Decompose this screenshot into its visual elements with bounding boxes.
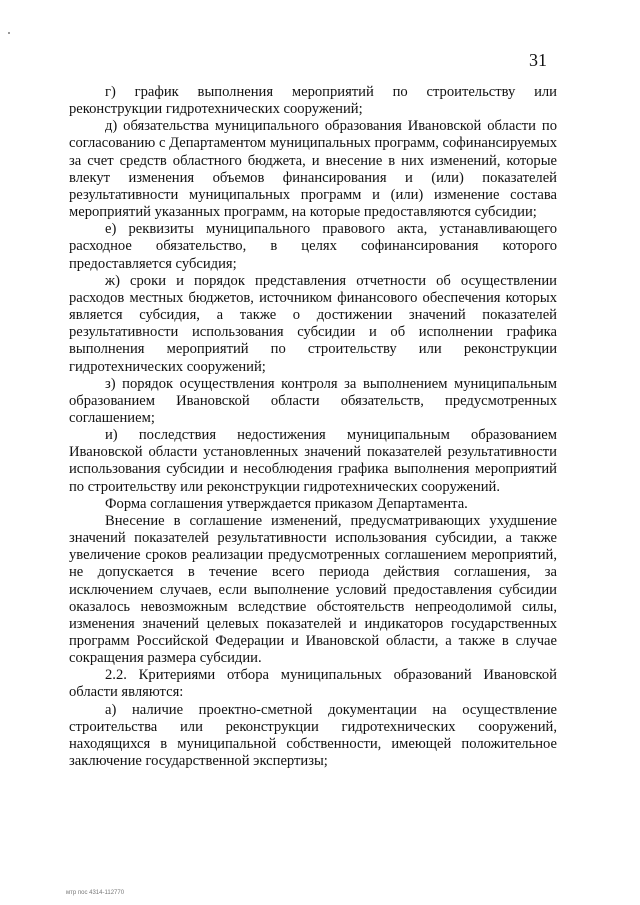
paragraph-zh: ж) сроки и порядок представления отчетности об осуществлении расходов местных бюджетов, источником финансового обеспечения которых является субсидия, а также о достижении значений показателей результативности использования субсидии и об исполнении графика выполнения мероприятий по строительству или реконструкции гидротехнических сооружений; (69, 272, 557, 375)
paragraph-g: г) график выполнения мероприятий по строительству или реконструкции гидротехнических сооружений; (69, 84, 557, 118)
paragraph-d: д) обязательства муниципального образования Ивановской области по согласованию с Департаментом муниципальных программ, софинансируемых за счет средств областного бюджета, и внесение в них изменений, которые влекут изменения объемов финансирования и (или) показателей результативности муниципальных программ и (или) изменение состава мероприятий указанных программ, на которые предоставляются субсидии; (69, 118, 557, 221)
paragraph-agreement-form: Форма соглашения утверждается приказом Департамента. (105, 495, 468, 512)
paragraph-criterion-a: а) наличие проектно-сметной документации на осуществление строительства или реконструкции гидротехнических сооружений, находящихся в муниципальной собственности, имеющей положительное заключение государственной экспертизы; (69, 701, 557, 770)
paragraph-z: з) порядок осуществления контроля за выполнением муниципальным образованием Ивановской области обязательств, предусмотренных соглашением; (69, 375, 557, 426)
page-number: 31 (529, 50, 547, 70)
scan-artifact (8, 32, 10, 34)
footer-code: мтр пос 4314-112770 (66, 890, 125, 896)
paragraph-i: и) последствия недостижения муниципальным образованием Ивановской области установленных значений показателей результативности использования субсидии и несоблюдения графика выполнения мероприятий по строительству или реконструкции гидротехнических сооружений. (69, 427, 557, 495)
paragraph-e: е) реквизиты муниципального правового акта, устанавливающего расходное обязательство, в целях софинансирования которого предоставляется субсидия; (69, 221, 557, 272)
document-body (69, 84, 557, 770)
paragraph-section-2-2: 2.2. Критериями отбора муниципальных образований Ивановской области являются: (69, 667, 557, 701)
paragraph-amendments: Внесение в соглашение изменений, предусматривающих ухудшение значений показателей результативности использования субсидии, а также увеличение сроков реализации предусмотренных соглашением мероприятий, не допускается в течение всего периода действия соглашения, за исключением случаев, если выполнение условий предоставления субсидии оказалось невозможным вследствие обстоятельств непреодолимой силы, изменения значений целевых показателей и индикаторов государственных программ Российской Федерации и Ивановской области, а также в случае сокращения размера субсидии. (69, 512, 557, 667)
